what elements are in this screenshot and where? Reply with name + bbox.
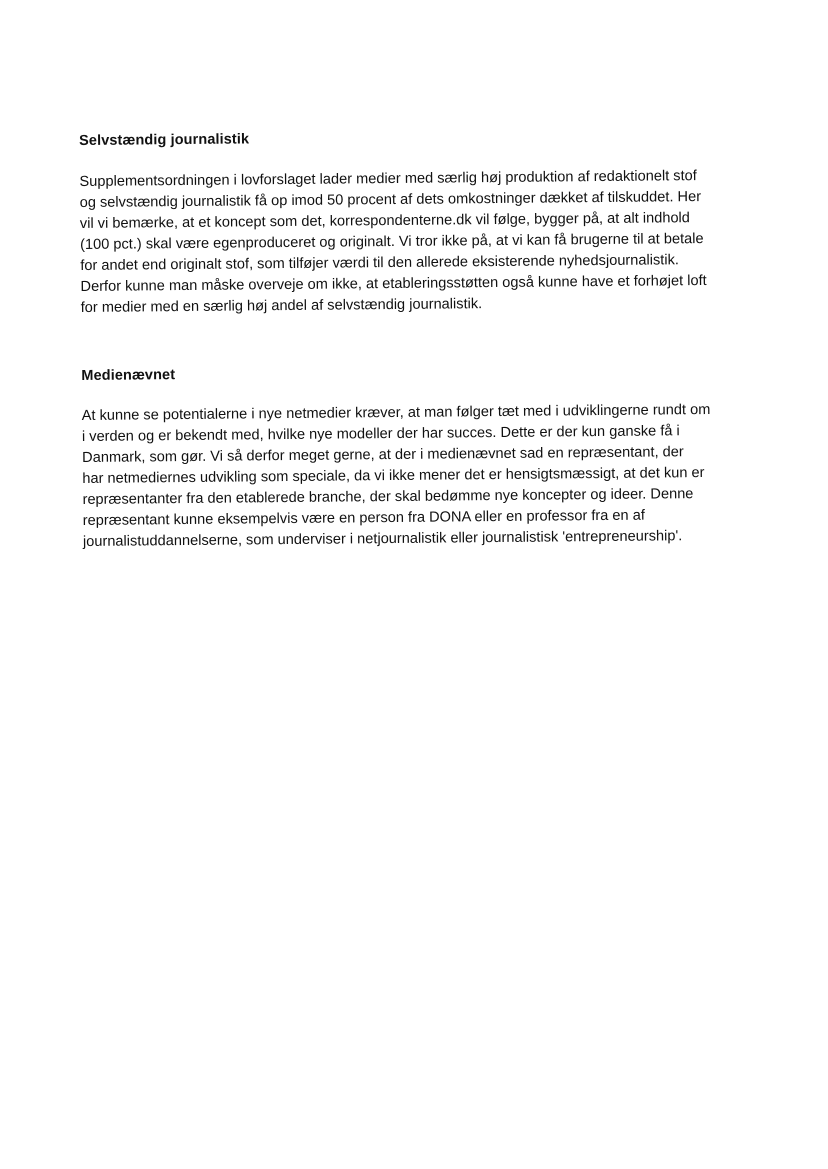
paragraph-line: og selvstændig journalistik få op imod 50 procent af dets omkostninger dækket af tilskuddet. Her [79, 189, 702, 211]
paragraph-line: Danmark, som gør. Vi så derfor meget gerne, at der i medienævnet sad en repræsentant, der [82, 444, 684, 466]
section-heading: Medienævnet [81, 367, 176, 384]
section-paragraph [79, 165, 760, 319]
document-content [79, 124, 763, 553]
paragraph-line: journalistuddannelserne, som underviser i netjournalistik eller journalistisk 'entrepreneurship'. [82, 528, 683, 550]
paragraph-line: for andet end originalt stof, som tilføjer værdi til den allerede eksisterende nyhedsjournalistik. [80, 252, 680, 274]
paragraph-line: Derfor kunne man måske overveje om ikke, at etableringsstøtten også kunne have et forhøjet loft [80, 272, 707, 295]
paragraph-line: har netmediernes udvikling som speciale, da vi ikke mener det er hensigtsmæssigt, at det kun er [82, 465, 705, 487]
paragraph-line: i verden og er bekendt med, hvilke nye modeller der har succes. Dette er der kun ganske få i [81, 423, 680, 445]
section-selvstaendig-journalistik [79, 124, 761, 319]
paragraph-line: repræsentant kunne eksempelvis være en person fra DONA eller en professor fra en af [82, 507, 645, 529]
section-paragraph [82, 399, 763, 553]
paragraph-line: Supplementsordningen i lovforslaget lader medier med særlig høj produktion af redaktionelt stof [79, 168, 697, 190]
section-medienaevnet [81, 359, 763, 553]
section-heading: Selvstændig journalistik [79, 131, 250, 149]
paragraph-line: At kunne se potentialerne i nye netmedier kræver, at man følger tæt med i udviklingerne rundt om [81, 401, 711, 424]
paragraph-line: for medier med en særlig høj andel af selvstændig journalistik. [80, 296, 483, 316]
paragraph-line: (100 pct.) skal være egenproduceret og originalt. Vi tror ikke på, at vi kan få brugerne til at betale [80, 231, 704, 253]
paragraph-line: repræsentanter fra den etablerede branche, der skal bedømme nye koncepter og ideer. Denne [82, 486, 694, 508]
paragraph-line: vil vi bemærke, at et koncept som det, korrespondenterne.dk vil følge, bygger på, at alt indhold [79, 210, 690, 232]
